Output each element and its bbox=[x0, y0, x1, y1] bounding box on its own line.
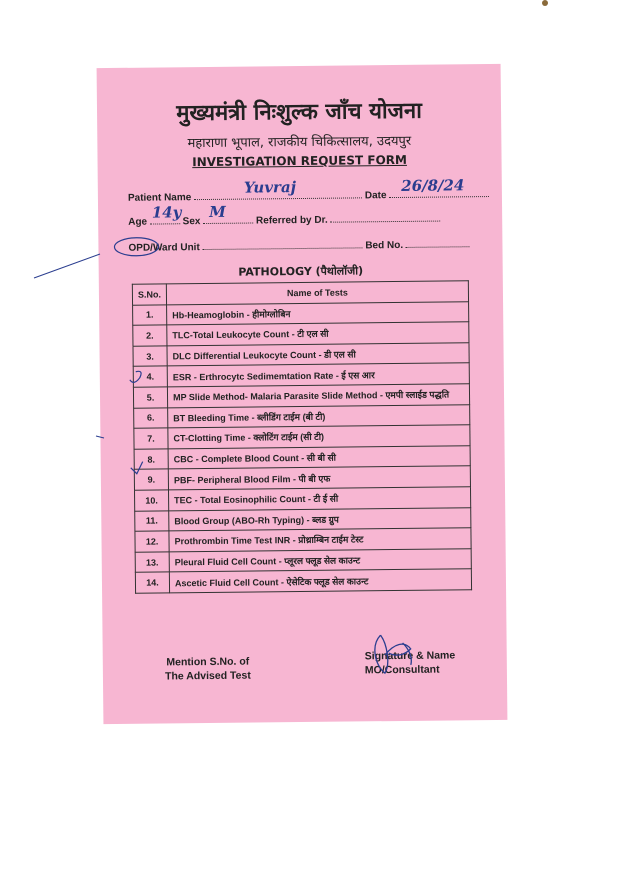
row-test: TLC-Total Leukocyte Count - टी एल सी bbox=[167, 322, 469, 346]
row-sno: 8. bbox=[134, 449, 168, 470]
form-title: INVESTIGATION REQUEST FORM bbox=[192, 152, 407, 170]
row-sno: 4. bbox=[133, 366, 167, 387]
stray-line-mark bbox=[34, 254, 100, 278]
row-test: DLC Differential Leukocyte Count - डी एल सी bbox=[167, 343, 469, 367]
date-label: Date bbox=[364, 190, 387, 202]
mention-line-2: The Advised Test bbox=[164, 669, 251, 683]
scheme-title: मुख्यमंत्री निःशुल्क जाँच योजना bbox=[176, 97, 422, 127]
mention-line-1: Mention S.No. of bbox=[166, 655, 250, 669]
row-sno: 2. bbox=[133, 325, 167, 346]
row-test: MP Slide Method- Malaria Parasite Slide Method - एमपी स्लाईड पद्धति bbox=[167, 384, 469, 408]
signature-line-1: Signature & Name bbox=[364, 649, 456, 663]
corner-spot bbox=[542, 0, 548, 6]
age-label: Age bbox=[128, 216, 148, 228]
row-test: CBC - Complete Blood Count - सी बी सी bbox=[168, 445, 470, 469]
section-title: PATHOLOGY (पैथोलॉजी) bbox=[238, 264, 364, 279]
row-sno: 11. bbox=[135, 510, 169, 531]
row-test: TEC - Total Eosinophilic Count - टी ई सी bbox=[169, 487, 471, 511]
opd-label: OPD/Ward Unit bbox=[128, 242, 200, 254]
row-test: ESR - Erthrocytc Sedimemtation Rate - ई एस आर bbox=[167, 363, 469, 387]
row-sno: 13. bbox=[135, 552, 169, 573]
signature-line-2: MO/Consultant bbox=[364, 663, 440, 677]
bed-label: Bed No. bbox=[365, 239, 404, 252]
row-sno: 9. bbox=[134, 469, 168, 490]
row-sno: 6. bbox=[134, 407, 168, 428]
row-sno: 3. bbox=[133, 346, 167, 367]
stray-dash-mark bbox=[96, 436, 104, 438]
row-sno: 12. bbox=[135, 531, 169, 552]
row-test: Prothrombin Time Test INR - प्रोथ्राम्बिन टाईम टेस्ट bbox=[169, 528, 471, 552]
row-sno: 1. bbox=[133, 305, 167, 326]
test-name-header: Name of Tests bbox=[166, 281, 468, 305]
row-sno: 5. bbox=[133, 387, 167, 408]
sno-header: S.No. bbox=[132, 284, 166, 305]
row-test: Ascetic Fluid Cell Count - ऐसेटिक फ्लूड सेल काउन्ट bbox=[169, 569, 471, 593]
row-test: BT Bleeding Time - ब्लीडिंग टाईम (बी टी) bbox=[168, 404, 470, 428]
row-test: CT-Clotting Time - क्लोटिंग टाईम (सी टी) bbox=[168, 425, 470, 449]
date-value: 26/8/24 bbox=[401, 176, 465, 195]
row-test: Hb-Heamoglobin - हीमोग्लोबिन bbox=[167, 301, 469, 325]
age-value: 14y bbox=[151, 203, 182, 222]
row-sno: 14. bbox=[135, 572, 169, 593]
patient-name-label: Patient Name bbox=[127, 192, 192, 204]
row-test: Pleural Fluid Cell Count - प्लूरल फ्लूड सेल काउन्ट bbox=[169, 548, 471, 572]
row-sno: 7. bbox=[134, 428, 168, 449]
referred-label: Referred by Dr. bbox=[255, 214, 328, 227]
row-sno: 10. bbox=[134, 490, 168, 511]
row-test: Blood Group (ABO-Rh Typing) - ब्लड ग्रुप bbox=[169, 507, 471, 531]
hospital-name: महाराणा भूपाल, राजकीय चिकित्सालय, उदयपुर bbox=[187, 133, 412, 152]
sex-value: M bbox=[209, 202, 226, 221]
row-test: PBF- Peripheral Blood Film - पी बी एफ bbox=[168, 466, 470, 490]
patient-name-value: Yuvraj bbox=[243, 178, 297, 197]
sex-label: Sex bbox=[182, 216, 201, 228]
